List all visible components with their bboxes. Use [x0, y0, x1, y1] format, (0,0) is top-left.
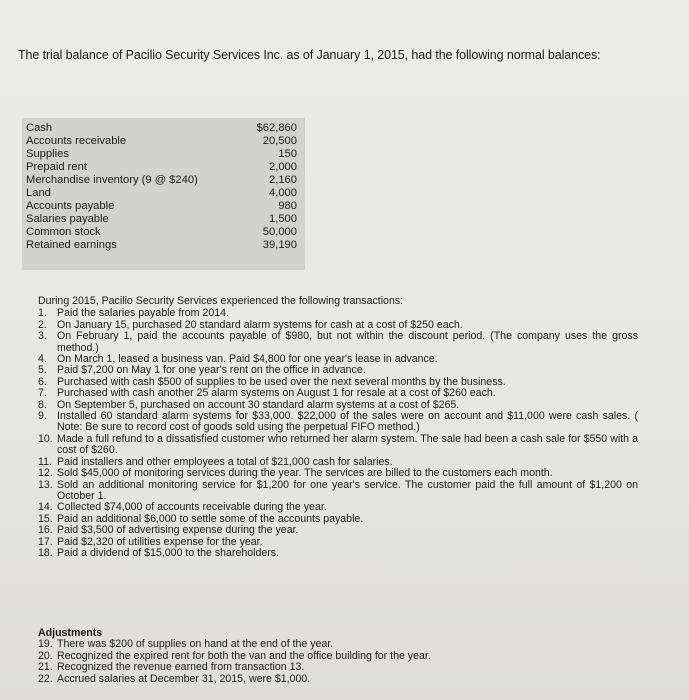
- account-name: Salaries payable: [26, 213, 109, 225]
- item-text: Collected $74,000 of accounts receivable during the year.: [57, 501, 327, 514]
- item-text: On February 1, paid the accounts payable of $980, but not within the discount period. (The company uses the gross method.): [57, 330, 638, 354]
- account-name: Merchandise inventory (9 @ $240): [26, 174, 198, 186]
- account-name: Prepaid rent: [26, 161, 87, 173]
- account-name: Supplies: [26, 148, 69, 160]
- item-number: 21.: [38, 661, 53, 674]
- account-name: Land: [26, 187, 51, 199]
- item-number: 11.: [38, 455, 52, 468]
- table-row: [26, 174, 297, 186]
- item-number: 1.: [38, 307, 47, 320]
- adjustments-heading: Adjustments: [38, 627, 103, 639]
- item-number: 16.: [38, 524, 53, 537]
- item-text: Sold an additional monitoring service for $1,200 for one year's service. The customer paid the full amount of $1,200 on October 1.: [57, 478, 638, 502]
- list-item: [38, 411, 638, 434]
- transactions-list: [38, 308, 638, 559]
- item-text: Paid $2,320 of utilities expense for the year.: [57, 535, 263, 548]
- item-text: On January 15, purchased 20 standard alarm systems for cash at a cost of $250 each.: [57, 318, 463, 331]
- adjustments-section: [38, 628, 638, 685]
- trial-balance-table: [22, 118, 305, 270]
- item-text: Paid installers and other employees a total of $21,000 cash for salaries.: [57, 455, 393, 468]
- item-text: Purchased with cash $500 of supplies to be used over the next several months by the business.: [57, 375, 506, 388]
- account-name: Accounts receivable: [26, 135, 127, 147]
- item-number: 5.: [38, 364, 47, 377]
- item-text: There was $200 of supplies on hand at the end of the year.: [57, 638, 334, 651]
- item-number: 8.: [38, 398, 47, 411]
- account-balance: 2,000: [269, 161, 297, 173]
- account-balance: 4,000: [269, 187, 297, 199]
- list-item: [38, 331, 638, 354]
- table-row: [26, 239, 297, 251]
- item-number: 13.: [38, 478, 53, 491]
- account-name: Accounts payable: [26, 200, 115, 212]
- list-item: [38, 434, 638, 457]
- item-text: Made a full refund to a dissatisfied customer who returned her alarm system. The sale had been a cash sale for $550 with a cost of $260.: [57, 432, 638, 457]
- table-row: [26, 226, 297, 238]
- account-balance: 980: [278, 200, 297, 212]
- item-text: Installed 60 standard alarm systems for $33,000. $22,000 of the sales were on account and $11,000 were cash sales. ( Note: Be sure to record cost of goods sold using the perpetual FIFO method.): [57, 410, 638, 434]
- item-number: 18.: [38, 546, 53, 559]
- item-number: 22.: [38, 672, 53, 685]
- account-name: Common stock: [26, 226, 101, 238]
- item-number: 7.: [38, 387, 47, 400]
- account-balance: 39,190: [262, 239, 297, 251]
- item-text: Accrued salaries at December 31, 2015, were $1,000.: [57, 672, 311, 685]
- list-item: [38, 480, 638, 503]
- account-balance: 2,160: [269, 174, 297, 186]
- item-number: 3.: [38, 330, 47, 343]
- account-balance: $62,860: [256, 122, 297, 134]
- item-text: Paid an additional $6,000 to settle some of the accounts payable.: [57, 512, 364, 525]
- item-text: Paid the salaries payable from 2014.: [57, 307, 229, 320]
- adjustments-list: [38, 639, 638, 685]
- table-row: [26, 161, 297, 173]
- account-balance: 50,000: [262, 226, 297, 238]
- table-row: [26, 213, 297, 225]
- table-row: [26, 187, 297, 199]
- table-row: [26, 148, 297, 160]
- item-number: 17.: [38, 535, 53, 548]
- page-title: The trial balance of Pacilio Security Services Inc. as of January 1, 2015, had the following normal balances:: [18, 48, 601, 62]
- list-item: [38, 548, 638, 559]
- item-text: On September 5, purchased on account 30 standard alarm systems at a cost of $265.: [57, 398, 460, 411]
- item-number: 14.: [38, 501, 53, 514]
- item-text: Paid $3,500 of advertising expense during the year.: [57, 524, 299, 537]
- transactions-section: [38, 296, 638, 559]
- item-number: 9.: [38, 410, 47, 423]
- item-text: Purchased with cash another 25 alarm systems on August 1 for resale at a cost of $260 each.: [57, 387, 496, 400]
- account-name: Retained earnings: [26, 239, 117, 251]
- table-row: [26, 200, 297, 212]
- item-number: 10.: [38, 432, 53, 445]
- list-item: [38, 674, 638, 685]
- item-text: Recognized the revenue earned from transaction 13.: [57, 661, 305, 674]
- item-number: 19.: [38, 638, 53, 651]
- transactions-intro: During 2015, Pacilio Security Services experienced the following transactions:: [38, 295, 404, 307]
- item-number: 2.: [38, 318, 47, 331]
- item-text: Sold $45,000 of monitoring services during the year. The services are billed to the customers each month.: [57, 467, 553, 480]
- account-name: Cash: [26, 122, 53, 134]
- table-row: [26, 122, 297, 134]
- item-number: 4.: [38, 353, 47, 366]
- account-balance: 20,500: [262, 135, 297, 147]
- item-number: 6.: [38, 375, 47, 388]
- item-text: Paid a dividend of $15,000 to the shareholders.: [57, 546, 280, 559]
- item-text: On March 1, leased a business van. Paid $4,800 for one year's lease in advance.: [57, 353, 438, 366]
- item-number: 15.: [38, 512, 53, 525]
- table-row: [26, 135, 297, 147]
- account-balance: 150: [278, 148, 297, 160]
- item-number: 20.: [38, 649, 53, 662]
- item-text: Paid $7,200 on May 1 for one year's rent on the office in advance.: [57, 364, 366, 377]
- item-number: 12.: [38, 467, 53, 480]
- item-text: Recognized the expired rent for both the van and the office building for the year.: [57, 649, 431, 662]
- account-balance: 1,500: [269, 213, 297, 225]
